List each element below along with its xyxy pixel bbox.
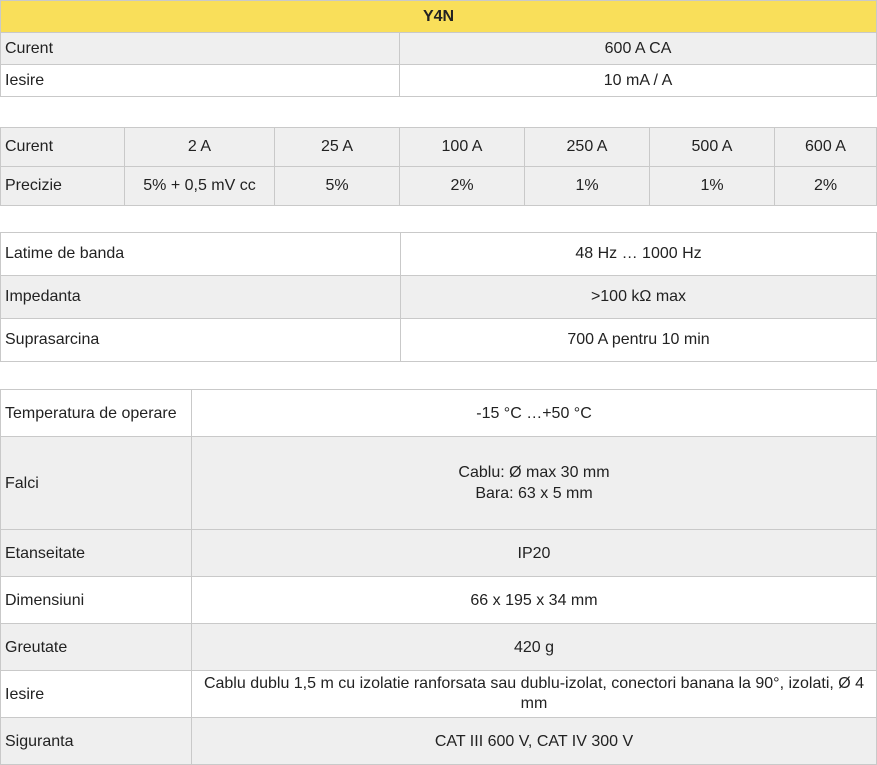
precision-table (0, 127, 877, 206)
table-row (1, 233, 877, 276)
table-row (1, 671, 877, 718)
table-row (1, 437, 877, 530)
row-label: Impedanta (1, 276, 401, 319)
row-label: Curent (1, 33, 400, 65)
precision-label: Precizie (1, 167, 125, 206)
row-value: 48 Hz … 1000 Hz (401, 233, 877, 276)
general-spec-table (0, 0, 877, 97)
row-label: Temperatura de operare (1, 390, 192, 437)
current-cell: 600 A (775, 128, 877, 167)
table-row (1, 65, 877, 97)
row-value: 66 x 195 x 34 mm (192, 577, 877, 624)
row-label: Suprasarcina (1, 319, 401, 362)
precision-cell: 5% (275, 167, 400, 206)
current-cell: 25 A (275, 128, 400, 167)
table-row (1, 128, 877, 167)
mechanical-spec-table (0, 389, 877, 765)
table-row (1, 276, 877, 319)
table-row (1, 167, 877, 206)
precision-cell: 2% (775, 167, 877, 206)
row-label: Iesire (1, 65, 400, 97)
row-value: 600 A CA (400, 33, 877, 65)
current-cell: 2 A (125, 128, 275, 167)
row-value (192, 437, 877, 530)
row-value: CAT III 600 V, CAT IV 300 V (192, 718, 877, 765)
row-label: Etanseitate (1, 530, 192, 577)
row-value: IP20 (192, 530, 877, 577)
row-value: Cablu dublu 1,5 m cu izolatie ranforsata sau dublu-izolat, conectori banana la 90°, izolati, Ø 4 mm (192, 671, 877, 718)
table-row (1, 624, 877, 671)
row-label: Iesire (1, 671, 192, 718)
table-row (1, 33, 877, 65)
row-label: Dimensiuni (1, 577, 192, 624)
row-label: Falci (1, 437, 192, 530)
table-row (1, 577, 877, 624)
row-value: >100 kΩ max (401, 276, 877, 319)
value-line: Bara: 63 x 5 mm (475, 485, 593, 502)
current-cell: 500 A (650, 128, 775, 167)
value-line: Cablu: Ø max 30 mm (458, 464, 610, 481)
row-value: 700 A pentru 10 min (401, 319, 877, 362)
electrical-spec-table (0, 232, 877, 362)
current-cell: 250 A (525, 128, 650, 167)
precision-cell: 1% (525, 167, 650, 206)
row-value: 420 g (192, 624, 877, 671)
precision-cell: 2% (400, 167, 525, 206)
row-value: -15 °C …+50 °C (192, 390, 877, 437)
row-label: Latime de banda (1, 233, 401, 276)
row-value: 10 mA / A (400, 65, 877, 97)
table-row (1, 390, 877, 437)
product-title: Y4N (1, 1, 877, 33)
table-row (1, 319, 877, 362)
precision-cell: 1% (650, 167, 775, 206)
precision-cell: 5% + 0,5 mV cc (125, 167, 275, 206)
current-label: Curent (1, 128, 125, 167)
current-cell: 100 A (400, 128, 525, 167)
row-label: Greutate (1, 624, 192, 671)
table-row (1, 530, 877, 577)
table-row (1, 718, 877, 765)
row-label: Siguranta (1, 718, 192, 765)
